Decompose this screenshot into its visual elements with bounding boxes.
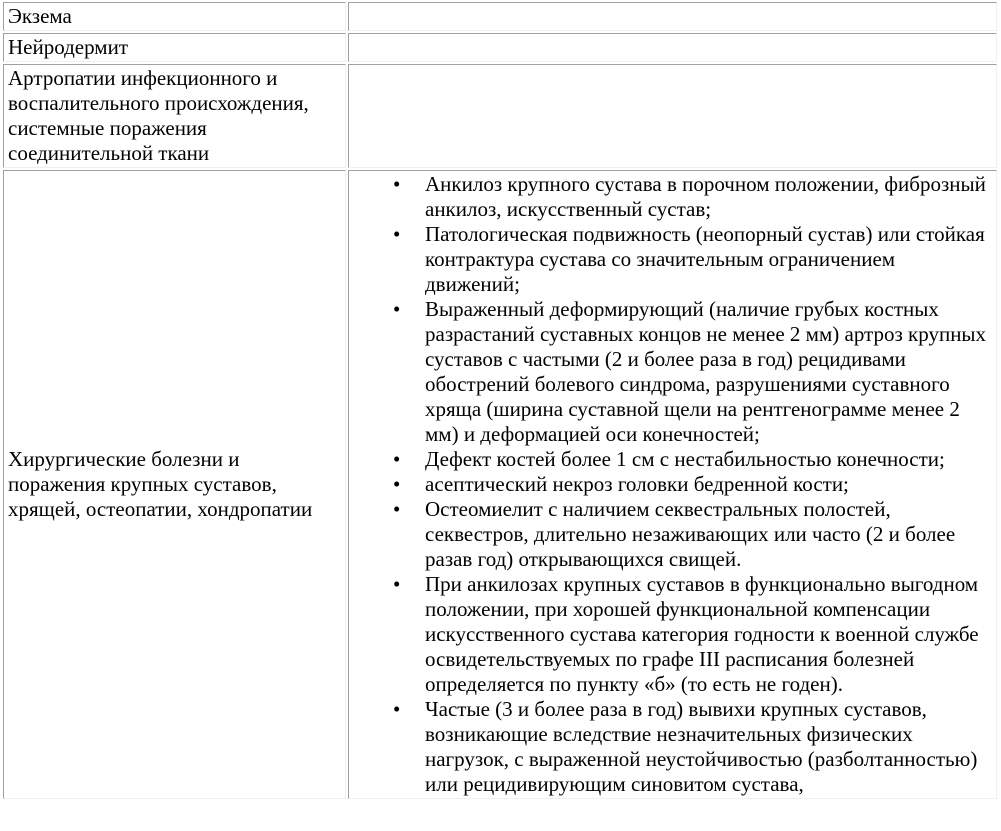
list-item: • При анкилозах крупных суставов в функционально выгодном положении, при хорошей функциональной компенсации искусственного сустава категория годности к военной службе освидетельствуемых по графе III расписания болезней определяется по пункту «б» (то есть не годен). <box>425 572 992 697</box>
condition-cell: Хирургические болезни и поражения крупных суставов, хрящей, остеопатии, хондропатии <box>3 170 346 799</box>
condition-cell: Нейродермит <box>3 33 346 62</box>
disease-table <box>1 0 999 801</box>
list-item: • Частые (3 и более раза в год) вывихи крупных суставов, возникающие вследствие незначительных физических нагрузок, с выраженной неустойчивостью (разболтанностью) или рецидивирующим синовитом сустава, <box>425 697 992 797</box>
list-item: • Дефект костей более 1 см с нестабильностью конечности; <box>425 447 992 472</box>
list-item: • Патологическая подвижность (неопорный сустав) или стойкая контрактура сустава со значительным ограничением движений; <box>425 222 992 297</box>
table-row-neurodermatitis <box>3 33 997 62</box>
details-cell-empty <box>348 2 997 31</box>
criteria-list <box>353 172 992 797</box>
details-cell-empty <box>348 33 997 62</box>
table-row-arthropathies <box>3 64 997 168</box>
table-row-joint-diseases <box>3 170 997 799</box>
condition-cell: Артропатии инфекционного и воспалительного происхождения, системные поражения соединительной ткани <box>3 64 346 168</box>
details-cell-empty <box>348 64 997 168</box>
condition-cell: Экзема <box>3 2 346 31</box>
list-item: • Остеомиелит с наличием секвестральных полостей, секвестров, длительно незаживающих или часто (2 и более разав год) открывающихся свищей. <box>425 497 992 572</box>
list-item: • Выраженный деформирующий (наличие грубых костных разрастаний суставных концов не менее 2 мм) артроз крупных суставов с частыми (2 и более раза в год) рецидивами обострений болевого синдрома, разрушениями суставного хряща (ширина суставной щели на рентгенограмме менее 2 мм) и деформацией оси конечностей; <box>425 297 992 447</box>
details-cell <box>348 170 997 799</box>
list-item: • асептический некроз головки бедренной кости; <box>425 472 992 497</box>
table-row-eczema <box>3 2 997 31</box>
list-item: • Анкилоз крупного сустава в порочном положении, фиброзный анкилоз, искусственный сустав; <box>425 172 992 222</box>
